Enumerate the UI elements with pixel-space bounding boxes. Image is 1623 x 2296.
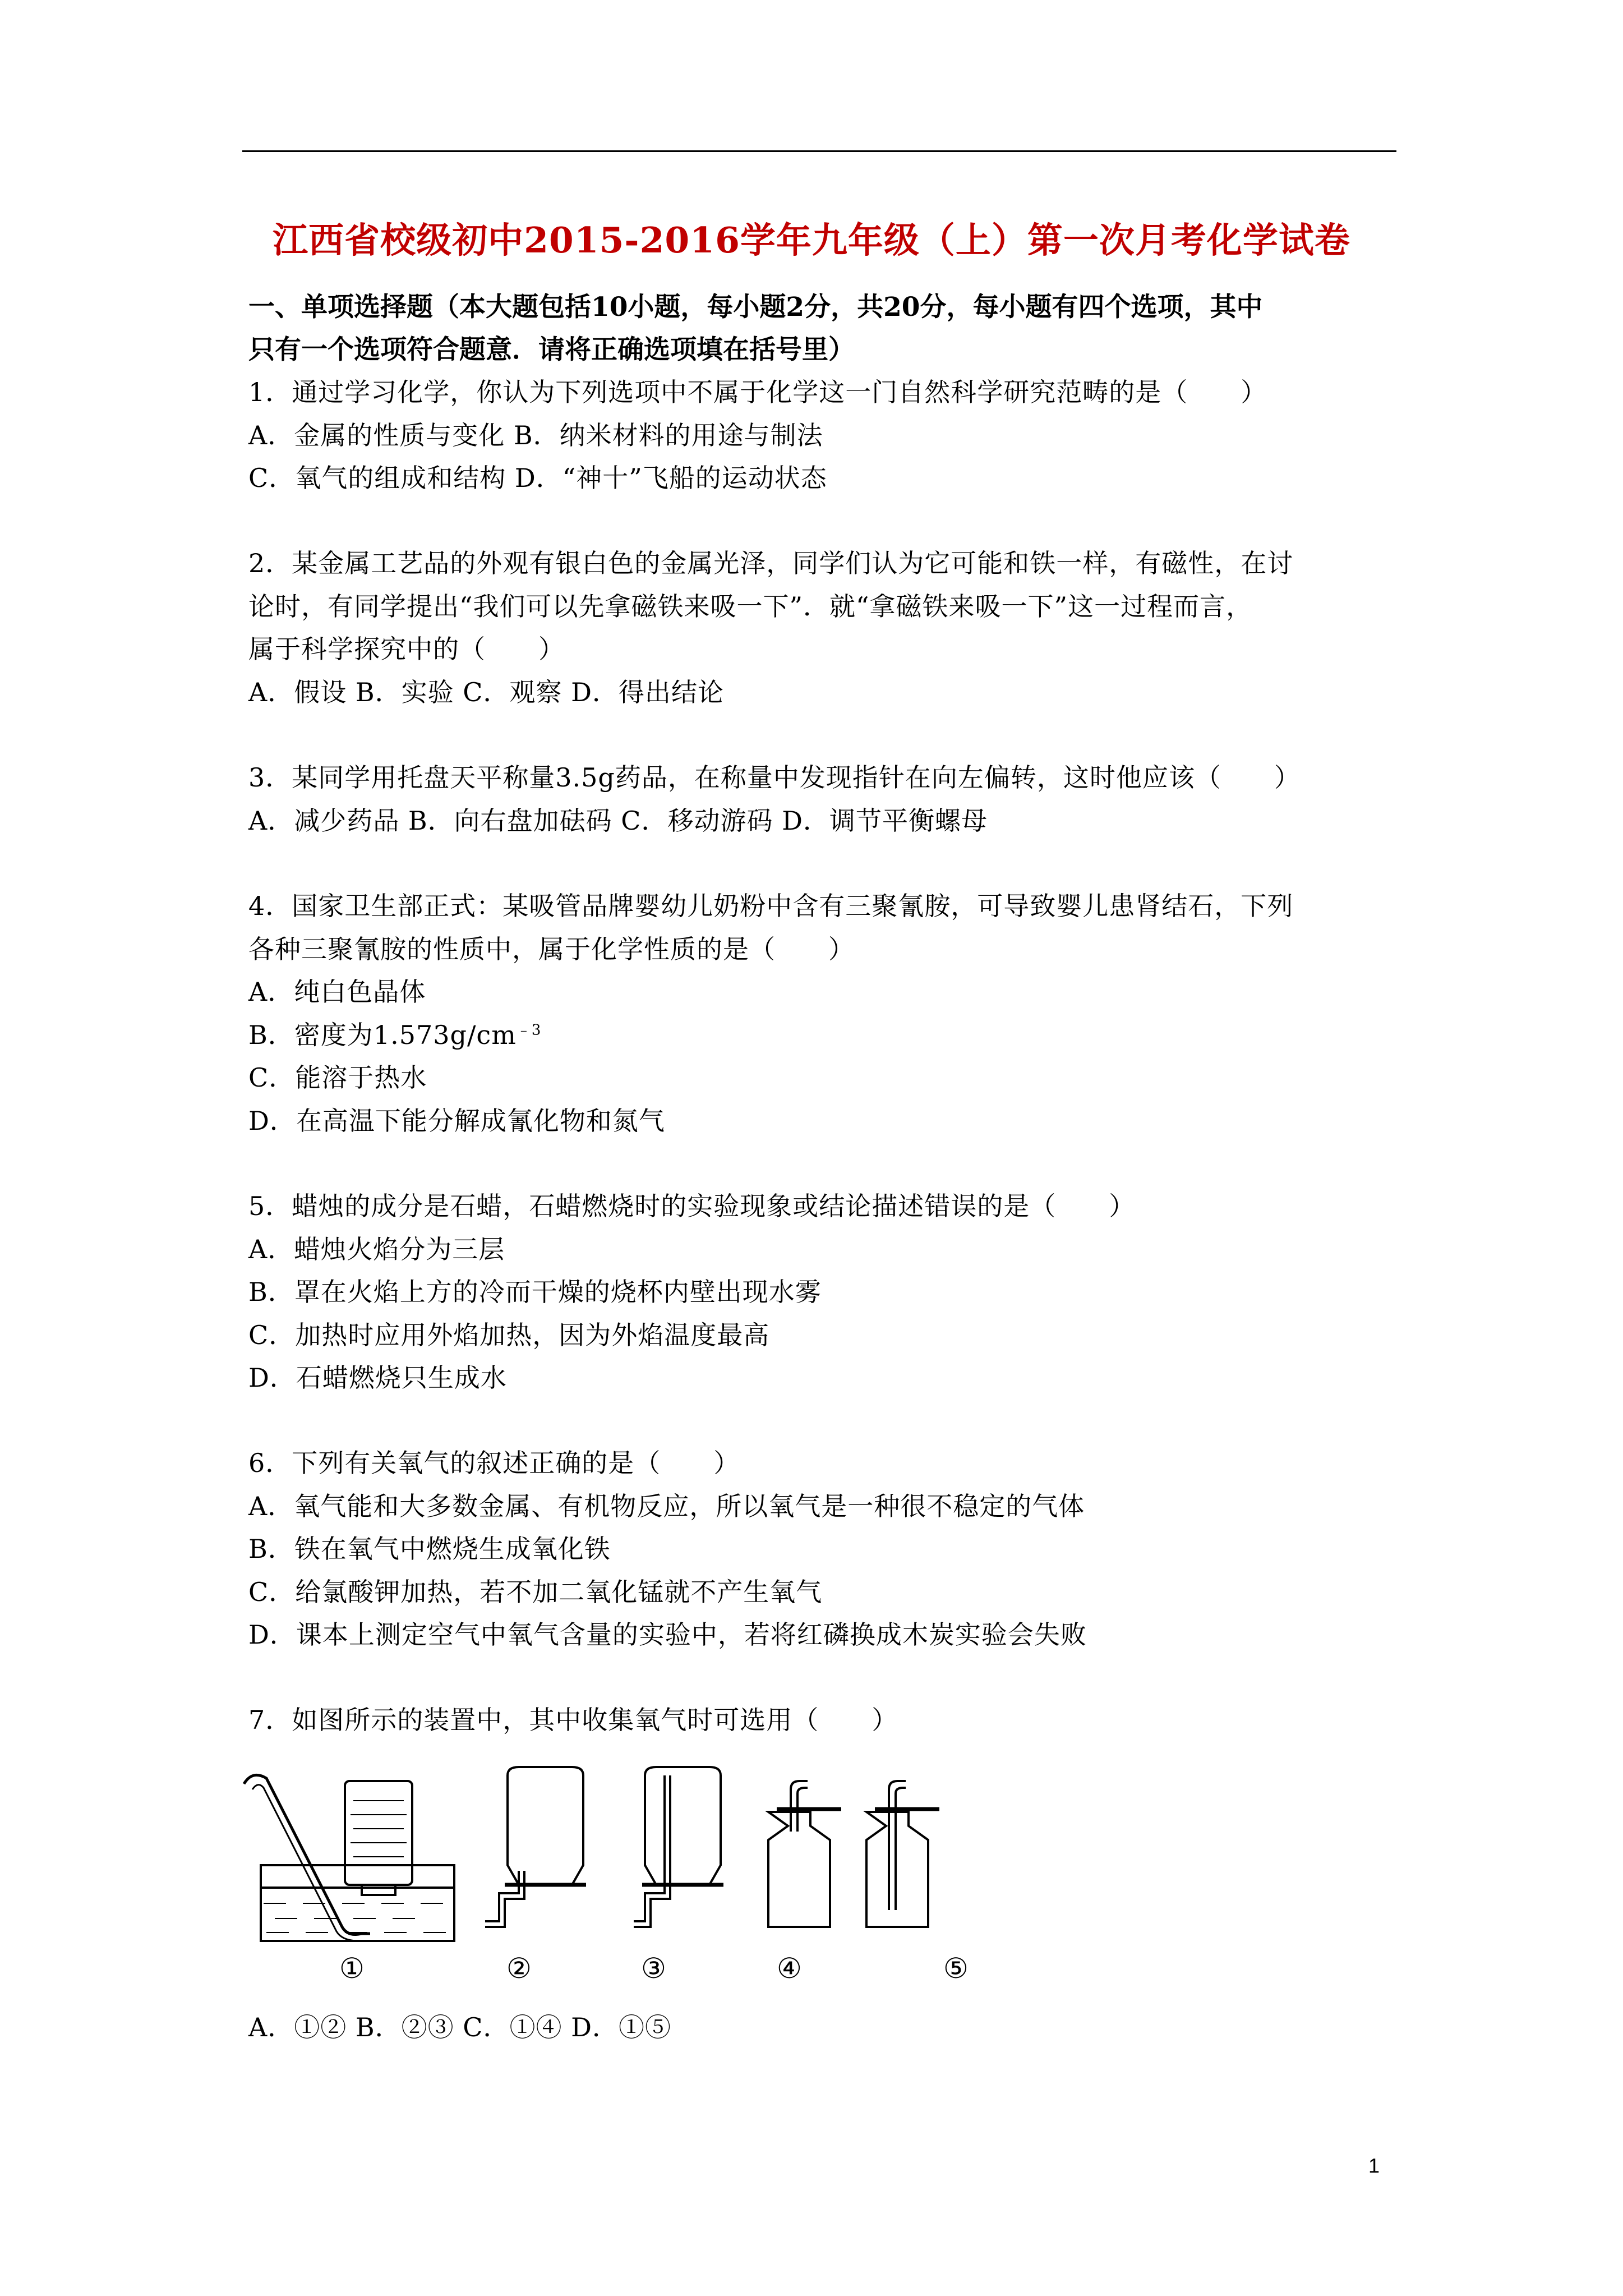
apparatus-2-inverted-bottle-short-tube (485, 1767, 586, 1927)
q2-stem-line1: 2．某金属工艺品的外观有银白色的金属光泽，同学们认为它可能和铁一样，有磁性，在讨 (248, 548, 1294, 578)
q3-options: A．减少药品 B．向右盘加砝码 C．移动游码 D．调节平衡螺母 (248, 806, 988, 836)
apparatus-label-1: ① (339, 1952, 365, 1985)
q1-options-ab: A．金属的性质与变化 B．纳米材料的用途与制法 (248, 420, 823, 450)
q4-option-a: A．纯白色晶体 (248, 977, 426, 1007)
apparatus-1-water-trough (244, 1775, 454, 1941)
q4-stem-line1: 4．国家卫生部正式：某吸管品牌婴幼儿奶粉中含有三聚氰胺，可导致婴儿患肾结石，下列 (248, 891, 1294, 921)
apparatus-label-2: ② (506, 1952, 532, 1985)
header-rule (242, 150, 1396, 152)
apparatus-labels (0, 1952, 1623, 1986)
apparatus-label-5: ⑤ (943, 1952, 969, 1985)
q5-stem: 5．蜡烛的成分是石蜡，石蜡燃烧时的实验现象或结论描述错误的是（ ） (248, 1191, 1136, 1221)
q4-stem-line2: 各种三聚氰胺的性质中，属于化学性质的是（ ） (248, 934, 855, 964)
q7-stem: 7．如图所示的装置中，其中收集氧气时可选用（ ） (248, 1705, 898, 1735)
apparatus-label-3: ③ (641, 1952, 666, 1985)
q4-option-b (248, 1015, 541, 1052)
q7-options: A．①② B．②③ C．①④ D．①⑤ (248, 2012, 671, 2042)
q4-option-c: C．能溶于热水 (248, 1062, 427, 1093)
apparatus-3-inverted-bottle-long-tube (634, 1767, 723, 1927)
apparatus-4-upright-bottle-short-tube (768, 1781, 841, 1927)
q4-option-b-exponent: ﹣3 (516, 1022, 542, 1039)
q2-options: A．假设 B．实验 C．观察 D．得出结论 (248, 677, 724, 707)
q6-option-d: D．课本上测定空气中氧气含量的实验中，若将红磷换成木炭实验会失败 (248, 1619, 1087, 1650)
q5-option-a: A．蜡烛火焰分为三层 (248, 1234, 505, 1264)
q5-option-d: D．石蜡燃烧只生成水 (248, 1363, 507, 1393)
q4-option-b-text: B．密度为1.573g/cm (248, 1020, 517, 1050)
apparatus-label-4: ④ (777, 1952, 802, 1985)
q5-option-b: B．罩在火焰上方的冷而干燥的烧杯内壁出现水雾 (248, 1277, 822, 1307)
section-heading-line2: 只有一个选项符合题意．请将正确选项填在括号里） (248, 334, 855, 365)
q6-option-b: B．铁在氧气中燃烧生成氧化铁 (248, 1534, 611, 1564)
q5-option-c: C．加热时应用外焰加热，因为外焰温度最高 (248, 1320, 770, 1350)
q2-stem-line2: 论时，有同学提出“我们可以先拿磁铁来吸一下”．就“拿磁铁来吸一下”这一过程而言， (248, 591, 1253, 622)
section-heading-line1: 一、单项选择题（本大题包括10小题，每小题2分，共20分，每小题有四个选项，其中 (248, 292, 1263, 323)
apparatus-5-upright-bottle-long-tube (866, 1781, 939, 1927)
q6-option-a: A．氧气能和大多数金属、有机物反应，所以氧气是一种很不稳定的气体 (248, 1491, 1085, 1521)
page-title: 江西省校级初中2015-2016学年九年级（上）第一次月考化学试卷 (273, 219, 1350, 261)
page-number: 1 (1368, 2154, 1380, 2177)
q4-option-d: D．在高温下能分解成氰化物和氮气 (248, 1106, 665, 1136)
q6-stem: 6．下列有关氧气的叙述正确的是（ ） (248, 1448, 740, 1478)
q6-option-c: C．给氯酸钾加热，若不加二氧化锰就不产生氧气 (248, 1577, 823, 1607)
q1-stem: 1．通过学习化学，你认为下列选项中不属于化学这一门自然科学研究范畴的是（ ） (248, 377, 1267, 407)
q1-options-cd: C．氧气的组成和结构 D．“神十”飞船的运动状态 (248, 463, 827, 493)
q2-stem-line3: 属于科学探究中的（ ） (248, 634, 565, 664)
q3-stem: 3．某同学用托盘天平称量3.5g药品，在称量中发现指针在向左偏转，这时他应该（ ） (248, 762, 1301, 793)
